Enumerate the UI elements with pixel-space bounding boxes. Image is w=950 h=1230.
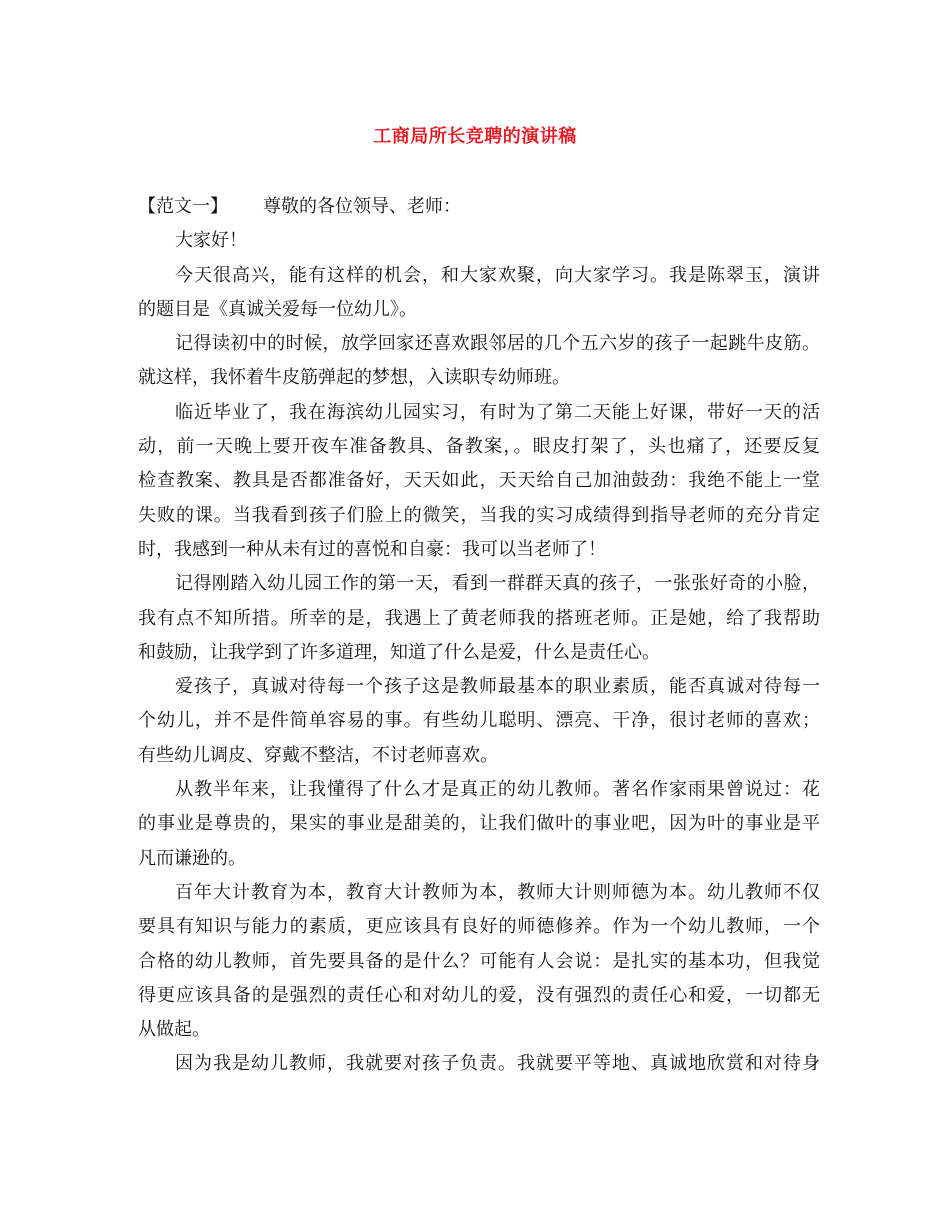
- paragraph-line: 个幼儿，并不是件简单容易的事。有些幼儿聪明、漂亮、干净，很讨老师的喜欢；: [138, 710, 820, 732]
- paragraph-line: 的题目是《真诚关爱每一位幼儿》。: [138, 298, 417, 320]
- paragraph-line: 因为我是幼儿教师，我就要对孩子负责。我就要平等地、真诚地欣赏和对待身: [175, 1053, 820, 1075]
- paragraph-line: 爱孩子，真诚对待每一个孩子这是教师最基本的职业素质，能否真诚对待每一: [175, 676, 820, 698]
- paragraph-line: 记得刚踏入幼儿园工作的第一天，看到一群群天真的孩子，一张张好奇的小脸，: [175, 573, 820, 595]
- paragraph-line: 就这样，我怀着牛皮筋弹起的梦想，入读职专幼师班。: [138, 367, 570, 389]
- paragraph-line: 从做起。: [138, 1019, 210, 1041]
- paragraph-line: 有些幼儿调皮、穿戴不整洁，不讨老师喜欢。: [138, 744, 498, 766]
- document-body: [138, 190, 820, 1082]
- paragraph-line: 凡而谦逊的。: [138, 847, 246, 869]
- paragraph-line: 今天很高兴，能有这样的机会，和大家欢聚，向大家学习。我是陈翠玉，演讲: [175, 264, 820, 286]
- paragraph-line: 百年大计教育为本，教育大计教师为本，教师大计则师德为本。幼儿教师不仅: [175, 881, 820, 903]
- paragraph-line: 我有点不知所措。所幸的是，我遇上了黄老师我的搭班老师。正是她，给了我帮助: [138, 607, 820, 629]
- paragraph-line: 的事业是尊贵的，果实的事业是甜美的，让我们做叶的事业吧，因为叶的事业是平: [138, 813, 820, 835]
- paragraph-line: 要具有知识与能力的素质，更应该具有良好的师德修养。作为一个幼儿教师，一个: [138, 916, 820, 938]
- paragraph-line: 合格的幼儿教师，首先要具备的是什么？可能有人会说：是扎实的基本功，但我觉: [138, 950, 820, 972]
- salutation-line: [138, 190, 820, 224]
- salutation-text: 尊敬的各位领导、老师：: [263, 196, 461, 217]
- paragraph-line: 得更应该具备的是强烈的责任心和对幼儿的爱，没有强烈的责任心和爱，一切都无: [138, 984, 820, 1006]
- paragraph-line: 临近毕业了，我在海滨幼儿园实习，有时为了第二天能上好课，带好一天的活: [175, 401, 820, 423]
- paragraph-line: 动，前一天晚上要开夜车准备教具、备教案，。眼皮打架了，头也痛了，还要反复: [138, 436, 820, 458]
- section-tag: 【范文一】: [138, 196, 228, 217]
- paragraph-line: 从教半年来，让我懂得了什么才是真正的幼儿教师。著名作家雨果曾说过：花: [175, 779, 820, 801]
- paragraph-line: 大家好！: [175, 230, 247, 252]
- paragraph-line: 检查教案、教具是否都准备好，天天如此，天天给自己加油鼓劲：我绝不能上一堂: [138, 470, 820, 492]
- paragraph-line: 失败的课。当我看到孩子们脸上的微笑，当我的实习成绩得到指导老师的充分肯定: [138, 504, 820, 526]
- paragraph-line: 和鼓励，让我学到了许多道理，知道了什么是爱，什么是责任心。: [138, 641, 660, 663]
- paragraph-line: 时，我感到一种从未有过的喜悦和自豪：我可以当老师了！: [138, 538, 606, 560]
- paragraph-line: 记得读初中的时候，放学回家还喜欢跟邻居的几个五六岁的孩子一起跳牛皮筋。: [175, 333, 820, 355]
- document-title: 工商局所长竞聘的演讲稿: [373, 126, 577, 147]
